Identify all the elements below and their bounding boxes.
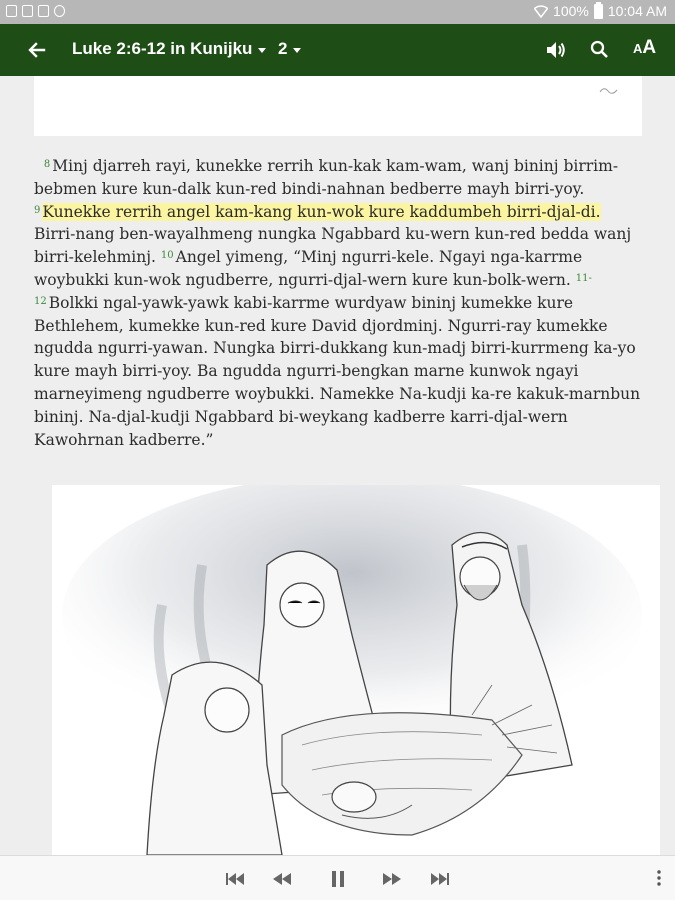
nativity-illustration	[52, 485, 660, 855]
verse-number: 8	[43, 159, 51, 170]
sync-icon	[54, 5, 65, 17]
verse-9-rest: Birri-nang ben-wayalhmeng nungka Ngabbard ku-wern kun-red bedda wanj birri-kelehminj.	[34, 225, 632, 267]
chapter-number: 2	[278, 39, 288, 58]
scripture-text[interactable]	[34, 155, 642, 451]
sketch-drawing	[52, 485, 660, 855]
verse-10: Angel yimeng, “Minj ngurri-kele. Ngayi nga-karrme woybukki kun-wok ngudberre, ngurri-djal-wern kure kun-bolk-wern.	[34, 248, 583, 289]
verse-number: 10	[160, 250, 174, 262]
verse-number: 9	[34, 204, 41, 216]
verse-number: 11-12	[34, 272, 592, 307]
verse-11-12: Bolkki ngal-yawk-yawk kabi-karrme wurdyaw bininj kumekke kure Bethlehem, kumekke kun-red kure David djordminj. Ngurri-ray kumekke ngudda ngurri-yawan. Nungka birri-dukkang kun-madj birri-kurrmeng ka-yo kure mayh birri-yoy. Ba ngudda ngurri-bengkan marne kunwok ngayi marneyimeng ngudberre woybukki. Namekke Na-kudji ka-re kakuk-marnbun bininj. Na-djal-kudji Ngabbard bi-weykang kadberre karri-djal-wern Kawohrnan kadberre.”	[34, 293, 641, 449]
pause-icon[interactable]	[328, 869, 348, 889]
skip-previous-icon[interactable]	[224, 869, 246, 889]
image-icon	[38, 5, 49, 17]
battery-percent: 100%	[553, 3, 589, 19]
verse-8: Minj djarreh rayi, kunekke rerrih kun-kak kam-wam, wanj bininj birrim-bebmen kure kun-dalk kun-red bindi-nahnan bedberre mayh birri-yoy.	[34, 157, 619, 198]
chapter-selector[interactable]	[278, 39, 301, 59]
fast-forward-icon[interactable]	[381, 869, 403, 889]
audio-player	[0, 855, 675, 900]
notification-icon	[6, 5, 17, 17]
wifi-icon	[534, 4, 548, 18]
search-icon[interactable]	[587, 37, 613, 63]
clock: 10:04 AM	[607, 3, 667, 19]
verse-9-highlight: Kunekke rerrih angel kam-kang kun-wok kure kaddumbeh birri-djal-di.	[42, 202, 601, 221]
notification-icons	[6, 5, 65, 17]
chevron-down-icon	[293, 48, 301, 53]
speaker-icon[interactable]	[543, 37, 569, 63]
more-vert-icon[interactable]	[657, 870, 661, 886]
app-bar	[0, 24, 675, 76]
status-right	[534, 3, 667, 19]
sketch-mark	[599, 84, 619, 96]
book-selector[interactable]	[72, 39, 266, 59]
rewind-icon[interactable]	[271, 869, 293, 889]
status-bar	[0, 0, 675, 24]
illustration-top	[34, 76, 642, 136]
clipboard-icon	[22, 5, 33, 17]
back-arrow-icon[interactable]	[24, 37, 50, 63]
text-size-icon[interactable]: AA	[633, 37, 657, 58]
page-title: Luke 2:6-12 in Kunijku	[72, 39, 253, 58]
skip-next-icon[interactable]	[429, 869, 451, 889]
battery-icon	[594, 4, 603, 19]
chevron-down-icon	[258, 48, 266, 53]
